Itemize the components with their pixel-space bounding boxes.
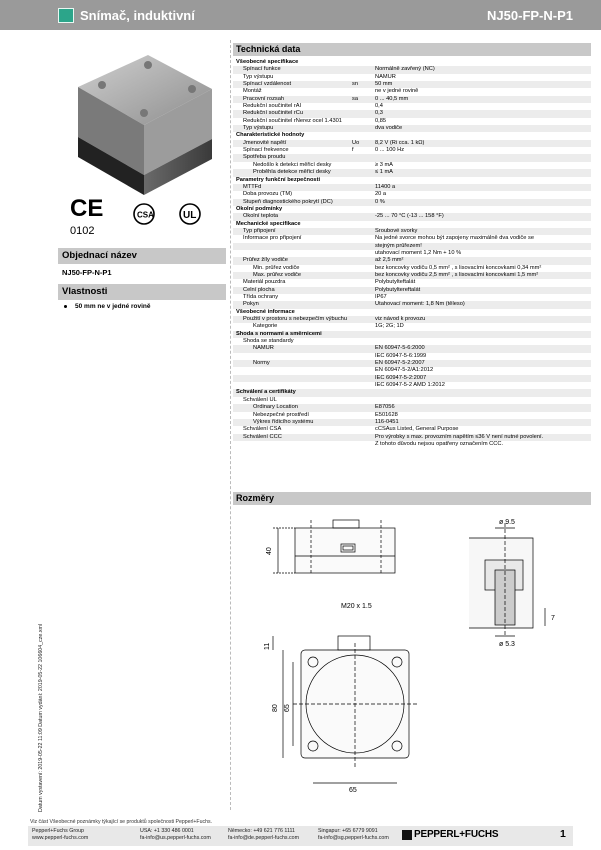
row-label: Pokyn bbox=[243, 301, 259, 308]
certification-logos bbox=[62, 190, 232, 240]
row-label: Shoda s normami a směrnicemi bbox=[236, 330, 322, 337]
row-value: 20 a bbox=[375, 191, 387, 198]
row-label: Max. průřez vodiče bbox=[253, 271, 302, 278]
table-group-row bbox=[233, 309, 591, 316]
product-photo bbox=[70, 45, 220, 200]
dimensions-heading: Rozměry bbox=[233, 492, 591, 505]
tech-data-heading: Technická data bbox=[233, 43, 591, 56]
row-value: E87056 bbox=[375, 404, 395, 411]
row-label: Shoda se standardy bbox=[243, 338, 294, 345]
table-row bbox=[233, 279, 591, 286]
row-value: Normálně zavřený (NC) bbox=[375, 66, 435, 73]
table-group-row bbox=[233, 132, 591, 139]
table-row bbox=[233, 250, 591, 257]
row-value: viz návod k provozu bbox=[375, 316, 426, 323]
row-value: 0 % bbox=[375, 198, 385, 205]
dim-80: 80 bbox=[272, 704, 279, 712]
row-label: Pracovní rozsah bbox=[243, 95, 285, 102]
table-row bbox=[233, 345, 591, 352]
row-label: Redukční součinitel rCu bbox=[243, 110, 304, 117]
row-value: 50 mm bbox=[375, 81, 393, 88]
table-row bbox=[233, 199, 591, 206]
row-label: Schválení CCC bbox=[243, 433, 282, 440]
row-symbol: sn bbox=[352, 81, 359, 88]
header-accent-square bbox=[58, 8, 74, 23]
row-label: Spínací funkce bbox=[243, 66, 281, 73]
table-row bbox=[233, 301, 591, 308]
row-value: 1G; 2G; 1D bbox=[375, 323, 404, 330]
row-value: bez koncovky vodiču 2,5 mm² , s lisovacími koncovkami 1,5 mm² bbox=[375, 271, 539, 278]
order-name: NJ50-FP-N-P1 bbox=[62, 268, 112, 277]
row-value: Polybutylteftalát bbox=[375, 279, 416, 286]
table-row bbox=[233, 125, 591, 132]
table-row bbox=[233, 228, 591, 235]
row-value: až 2,5 mm² bbox=[375, 257, 404, 264]
row-label: Doba provozu (TM) bbox=[243, 191, 292, 198]
csa-mark: CSA bbox=[137, 210, 154, 220]
table-row bbox=[233, 184, 591, 191]
footer-group: Pepperl+Fuchs Group www.pepperl-fuchs.com bbox=[32, 828, 89, 841]
row-value: ≤ 1 mA bbox=[375, 169, 393, 176]
table-row bbox=[233, 434, 591, 441]
features-heading: Vlastnosti bbox=[58, 284, 226, 300]
row-label: Ordinary Location bbox=[253, 404, 298, 411]
row-value: 0 ... 100 Hz bbox=[375, 147, 405, 154]
row-label: NAMUR bbox=[253, 345, 274, 352]
row-value: ne v jedné rovině bbox=[375, 88, 419, 95]
table-row bbox=[233, 412, 591, 419]
row-value: ≥ 3 mA bbox=[375, 161, 393, 168]
page-header bbox=[0, 0, 601, 30]
tech-data-table bbox=[233, 59, 591, 448]
footer-singapore: Singapur: +65 6779 9091 fa-info@sg.pepperl-fuchs.com bbox=[318, 828, 389, 841]
footer-sg-email[interactable]: fa-info@sg.pepperl-fuchs.com bbox=[318, 835, 389, 841]
row-label: Průřez žíly vodiče bbox=[243, 257, 288, 264]
dim-40: 40 bbox=[266, 547, 273, 555]
table-row bbox=[233, 169, 591, 176]
row-value: EN 60947-5-2/A1:2012 bbox=[375, 367, 434, 374]
bullet-icon bbox=[64, 305, 67, 308]
row-label: Montáž bbox=[243, 88, 262, 95]
row-label: Kategorie bbox=[253, 323, 278, 330]
table-row bbox=[233, 81, 591, 88]
table-row bbox=[233, 140, 591, 147]
table-row bbox=[233, 338, 591, 345]
row-label: Typ výstupu bbox=[243, 125, 274, 132]
table-group-row bbox=[233, 206, 591, 213]
product-code: NJ50-FP-N-P1 bbox=[487, 8, 573, 23]
row-value: Utahovací moment: 1,8 Nm (těleso) bbox=[375, 301, 465, 308]
row-label: Všeobecné informace bbox=[236, 308, 295, 315]
row-value: Z tohoto důvodu nejsou opatřeny označením CCC. bbox=[375, 440, 504, 447]
brand-logo-icon bbox=[402, 830, 412, 840]
table-row bbox=[233, 257, 591, 264]
row-value: IEC 60947-5-2:2007 bbox=[375, 374, 427, 381]
dim-65-vertical: 65 bbox=[284, 704, 291, 712]
footer-germany: Německo: +49 621 776 1111 fa-info@de.pepperl-fuchs.com bbox=[228, 828, 300, 841]
row-label: Použití v prostoru s nebezpečím výbuchu bbox=[243, 316, 348, 323]
ul-mark: UL bbox=[183, 210, 197, 221]
row-symbol: Uo bbox=[352, 139, 360, 146]
table-row bbox=[233, 287, 591, 294]
ce-number: 0102 bbox=[70, 225, 95, 237]
row-label: Čelní plocha bbox=[243, 286, 275, 293]
row-label: Min. průřez vodiče bbox=[253, 264, 300, 271]
row-label: Redukční součinitel rAl bbox=[243, 103, 301, 110]
row-label: Spotřeba proudu bbox=[243, 154, 286, 161]
row-value: 11400 a bbox=[375, 183, 396, 190]
row-value: Šroubové svorky bbox=[375, 227, 418, 234]
order-heading: Objednací název bbox=[58, 248, 226, 264]
footer-note: Viz část Všeobecné poznámky týkající se produktů společnosti Pepperl+Fuchs. bbox=[30, 819, 212, 825]
row-symbol: sa bbox=[352, 95, 359, 102]
feature-item: 50 mm ne v jedné rovině bbox=[64, 303, 151, 310]
row-value: NAMUR bbox=[375, 73, 396, 80]
row-label: Charakteristické hodnoty bbox=[236, 132, 305, 139]
row-value: 0,4 bbox=[375, 103, 383, 110]
footer-de-email[interactable]: fa-info@de.pepperl-fuchs.com bbox=[228, 835, 300, 841]
row-value: 0,3 bbox=[375, 110, 383, 117]
table-row bbox=[233, 74, 591, 81]
row-value: stejným průřezem! bbox=[375, 242, 422, 249]
page-number: 1 bbox=[560, 828, 566, 840]
dim-thread: M20 x 1.5 bbox=[341, 603, 372, 610]
row-label: Mechanické specifikace bbox=[236, 220, 301, 227]
row-value: dva vodiče bbox=[375, 125, 403, 132]
table-row bbox=[233, 272, 591, 279]
issue-date-text: Datum vystavení: 2019-05-22 11:09 Datum vydání: 2019-05-22 106604_cze.xml bbox=[38, 623, 44, 812]
row-label: Stupeň diagnostického pokrytí (DC) bbox=[243, 198, 333, 205]
row-label: Materiál pouzdra bbox=[243, 279, 286, 286]
row-value: Na jedné svorce mohou být zapojeny maximálně dva vodiče se bbox=[375, 235, 535, 242]
footer-usa: USA: +1 330 486 0001 fa-info@us.pepperl-fuchs.com bbox=[140, 828, 211, 841]
row-label: Okolní podmínky bbox=[236, 205, 283, 212]
table-row bbox=[233, 154, 591, 161]
table-row bbox=[233, 103, 591, 110]
footer-usa-email[interactable]: fa-info@us.pepperl-fuchs.com bbox=[140, 835, 211, 841]
table-row bbox=[233, 118, 591, 125]
table-row bbox=[233, 323, 591, 330]
table-row bbox=[233, 88, 591, 95]
row-value: Polybutyltereftalát bbox=[375, 286, 421, 293]
table-row bbox=[233, 375, 591, 382]
row-label: Typ výstupu bbox=[243, 73, 274, 80]
row-value: 8,2 V (Ri cca. 1 kΩ) bbox=[375, 139, 425, 146]
dimension-drawing bbox=[233, 508, 593, 808]
row-label: Nebezpečné prostředí bbox=[253, 411, 309, 418]
row-value: EN 60947-5-6:2000 bbox=[375, 345, 425, 352]
row-value: IEC 60947-5-2 AMD 1:2012 bbox=[375, 382, 445, 389]
row-label: Informace pro připojení bbox=[243, 235, 302, 242]
row-label: Výkres řídicího systému bbox=[253, 418, 314, 425]
page-title: Snímač, induktivní bbox=[80, 8, 195, 23]
table-row bbox=[233, 265, 591, 272]
row-label: Spínací frekvence bbox=[243, 147, 289, 154]
row-label: Parametry funkční bezpečnosti bbox=[236, 176, 321, 183]
row-value: EN 60947-5-2:2007 bbox=[375, 360, 425, 367]
table-row bbox=[233, 294, 591, 301]
table-row bbox=[233, 441, 591, 448]
row-value: 0 ... 40,5 mm bbox=[375, 95, 409, 102]
dim-11: 11 bbox=[264, 642, 271, 650]
row-label: Schválení UL bbox=[243, 396, 277, 403]
row-label: Třída ochrany bbox=[243, 294, 279, 300]
table-row bbox=[233, 397, 591, 404]
table-row bbox=[233, 367, 591, 374]
row-label: Všeobecné specifikace bbox=[236, 59, 299, 65]
row-label: Redukční součinitel rNerez ocel 1.4301 bbox=[243, 117, 342, 124]
row-symbol: f bbox=[352, 147, 354, 154]
row-label: Schválení CSA bbox=[243, 426, 282, 433]
row-value: -25 ... 70 °C (-13 ... 158 °F) bbox=[375, 213, 444, 220]
row-value: bez koncovky vodiču 0,5 mm² , s lisovacími koncovkami 0,34 mm² bbox=[375, 264, 542, 271]
row-label: Proběhla detekce měřicí desky bbox=[253, 169, 331, 176]
table-row bbox=[233, 404, 591, 411]
table-row bbox=[233, 235, 591, 242]
column-divider bbox=[230, 40, 231, 810]
ce-mark: CE bbox=[70, 195, 104, 222]
row-value: cCSAus Listed, General Purpose bbox=[375, 426, 459, 433]
row-value: Pro výrobky s max. provozním napětím ≤36 V není nutné povolení. bbox=[375, 433, 544, 440]
row-value: 0,85 bbox=[375, 117, 387, 124]
row-value: E501628 bbox=[375, 411, 398, 418]
row-value: utahovací moment 1,2 Nm + 10 % bbox=[375, 249, 462, 256]
dim-dia-9-5: ø 9.5 bbox=[499, 519, 515, 526]
row-value: IP67 bbox=[375, 294, 387, 300]
footer-website-link[interactable]: www.pepperl-fuchs.com bbox=[32, 835, 89, 841]
brand-name: PEPPERL+FUCHS bbox=[414, 829, 499, 840]
table-row bbox=[233, 147, 591, 154]
table-group-row bbox=[233, 59, 591, 66]
table-group-row bbox=[233, 221, 591, 228]
dim-7: 7 bbox=[551, 615, 555, 622]
row-label: Nedošlo k detekci měřicí desky bbox=[253, 161, 332, 168]
row-label: Spínací vzdálenost bbox=[243, 81, 292, 88]
table-row bbox=[233, 96, 591, 103]
table-group-row bbox=[233, 331, 591, 338]
row-value: IEC 60947-5-6:1999 bbox=[375, 352, 427, 359]
dim-65-horizontal: 65 bbox=[349, 787, 357, 794]
table-row bbox=[233, 191, 591, 198]
row-label: Schválení a certifikáty bbox=[236, 389, 296, 396]
row-value: 116-0451 bbox=[375, 418, 399, 425]
table-row bbox=[233, 426, 591, 433]
row-label: Typ připojení bbox=[243, 227, 276, 234]
row-label: Jmenovité napětí bbox=[243, 139, 287, 146]
table-row bbox=[233, 110, 591, 117]
row-label: Normy bbox=[253, 360, 270, 367]
row-label: MTTFd bbox=[243, 183, 262, 190]
table-row bbox=[233, 316, 591, 323]
table-row bbox=[233, 419, 591, 426]
table-row bbox=[233, 66, 591, 73]
table-row bbox=[233, 243, 591, 250]
table-row bbox=[233, 360, 591, 367]
table-row bbox=[233, 213, 591, 220]
table-row bbox=[233, 162, 591, 169]
dim-dia-5-3: ø 5.3 bbox=[499, 641, 515, 648]
table-row bbox=[233, 353, 591, 360]
table-group-row bbox=[233, 389, 591, 396]
table-row bbox=[233, 382, 591, 389]
table-group-row bbox=[233, 177, 591, 184]
row-label: Okolní teplota bbox=[243, 213, 279, 220]
